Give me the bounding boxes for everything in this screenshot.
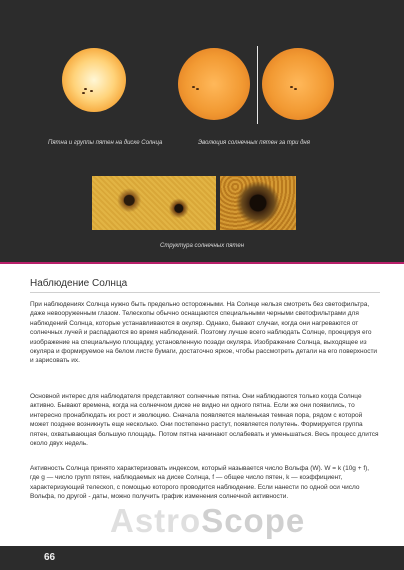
logo-text-scope: Scope [201,502,306,539]
section-title: Наблюдение Солнца [30,278,128,289]
figure-divider [257,46,258,124]
sunspot [192,86,195,88]
sunspot [82,92,85,94]
sunspot-structure-photo-2 [220,176,296,230]
sunspot-structure-photo-1 [92,176,216,230]
sun-disk-evolution-day1 [178,48,250,120]
figures-panel [0,0,404,264]
caption-structure: Структура солнечных пятен [160,243,245,249]
caption-left: Пятна и группы пятен на диске Солнца [48,140,163,146]
sunspot [84,88,87,90]
page-number: 66 [44,552,56,563]
sunspot [196,88,199,90]
paragraph: Основной интерес для наблюдателя представляют солнечные пятна. Они наблюдаются только когда Солнце активно. Бывают времена, когда на солнечном диске не видно ни одного пятна. Если же они появились, то интересно пронаблюдать их рост и эволюцию. Сначала появляется маленькая темная пора, рядом с которой может позднее возникнуть еще несколько. Они постепенно растут, появляется полутень. Формируется группа пятен, охватывающая большую площадь. Потом пятна начинают ослабевать и уменьшаться. Весь процесс длится около двух недель. [30,393,379,448]
caption-right: Эволюция солнечных пятен за три дня [198,140,310,146]
sun-disk-evolution-day3 [262,48,334,120]
sunspot [294,88,297,90]
footer-bar [0,546,404,570]
astroscope-logo [110,502,305,540]
logo-text-astro: Astro [110,502,202,539]
paragraph: При наблюдениях Солнца нужно быть предельно осторожными. На Солнце нельзя смотреть без светофильтра, даже невооруженным глазом. Телескопы обычно оснащаются специальными черными светофильтрами для наблюдений Солнца, которые устанавливаются в окуляр. Однако, бывают случаи, когда они нагреваются от солнечных лучей и распадаются во время наблюдений. Поэтому лучше всего наблюдать Солнце, проецируя его изображение на специальную площадку, установленную позади окуляра. Изображение Солнца, выходящее из окуляра и формируемое на белом листе бумаги, достаточно яркое, чтобы рассмотреть детали на его поверхности и зарисовать их. [30,301,378,365]
title-rule [30,292,380,293]
sunspot [290,86,293,88]
paragraph: Активность Солнца принято характеризовать индексом, который называется число Вольфа (W). W = k (10g + f), где g — число групп пятен, наблюдаемых на диске Солнца, f — общее число пятен, k — коэффициент, характеризующий телескоп, с помощью которого проводится наблюдение. Если нанести по одной оси число Вольфа, по другой - даты, можно получить график изменения солнечной активности. [30,465,370,501]
sunspot [90,90,93,92]
sun-disk-spots [62,48,126,112]
